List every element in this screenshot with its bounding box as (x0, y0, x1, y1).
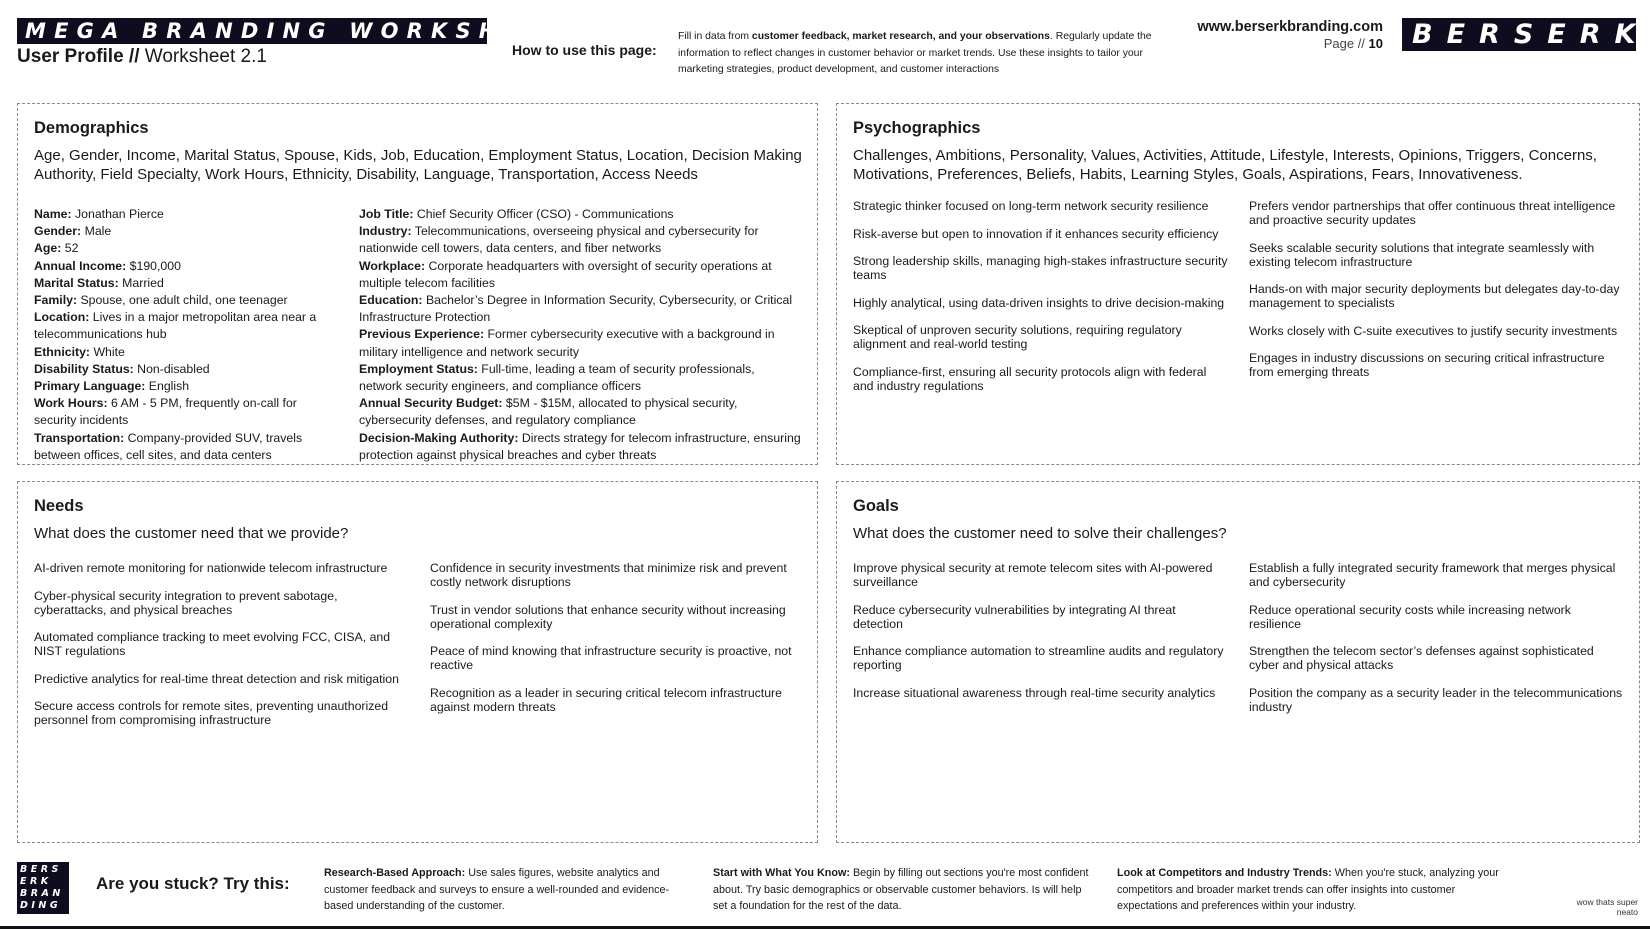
page-indicator (1324, 36, 1383, 51)
list-item: Peace of mind knowing that infrastructure security is proactive, not reactive (430, 644, 792, 672)
list-item: Increase situational awareness through real-time security analytics (853, 685, 1216, 700)
field-label: Annual Income: (34, 258, 127, 273)
field-label: Marital Status: (34, 275, 119, 290)
website-link[interactable]: www.berserkbranding.com (1197, 19, 1383, 35)
profile-field (359, 206, 801, 223)
list-item: Predictive analytics for real-time threat detection and risk mitigation (34, 671, 399, 686)
list-item: Confidence in security investments that minimize risk and prevent costly network disruptions (430, 561, 787, 589)
tip-label: Start with What You Know: (713, 867, 850, 879)
demographics-title: Demographics (34, 119, 149, 137)
tip-text: Use sales figures, website analytics and customer feedback and surveys to ensure a well-rounded and evidence-based understanding of the customer. (324, 867, 670, 912)
field-label: Transportation: (34, 430, 125, 445)
list-item: Enhance compliance automation to streamline audits and regulatory reporting (853, 644, 1224, 672)
field-value: Male (81, 224, 112, 239)
profile-field (359, 292, 801, 326)
howto-post: . Regularly update the information to reflect changes in customer behavior or market trends. Use these insights to tailor your marketing strategies, product development, and customer interactions (678, 31, 1152, 75)
list-item: Compliance-first, ensuring all security protocols align with federal and industry regulations (853, 364, 1207, 393)
list-item: Strategic thinker focused on long-term network security resilience (853, 199, 1209, 213)
page-label: Page // (1323, 36, 1369, 51)
profile-field (34, 275, 339, 292)
list-item: Skeptical of unproven security solutions, requiring regulatory alignment and real-world testing (853, 323, 1182, 351)
list-item: Prefers vendor partnerships that offer continuous threat intelligence and proactive security updates (1249, 199, 1616, 227)
list-item: Reduce cybersecurity vulnerabilities by integrating AI threat detection (853, 602, 1176, 631)
psychographics-description: Challenges, Ambitions, Personality, Values, Activities, Attitude, Lifestyle, Interests, Opinions, Triggers, Concerns, Motivations, Preferences, Beliefs, Habits, Learning Styles, Goals, Aspirations, Fears, Innovativeness. (853, 147, 1597, 183)
field-label: Family: (34, 293, 78, 308)
psychographics-title: Psychographics (853, 119, 981, 137)
subtitle-rest: Worksheet 2.1 (139, 46, 267, 67)
footer-note: wow thats super neato (1576, 897, 1638, 917)
field-value: Corporate headquarters with oversight of security operations at multiple telecom facilities (359, 258, 772, 290)
profile-field (34, 309, 339, 343)
demographics-left-column (34, 206, 339, 464)
list-item: Engages in industry discussions on securing critical infrastructure from emerging threats (1249, 351, 1605, 379)
logo-line: ERK (20, 876, 52, 887)
list-item: Recognition as a leader in securing critical telecom infrastructure against modern threats (430, 685, 782, 714)
list-item: Trust in vendor solutions that enhance security without increasing operational complexity (430, 602, 786, 631)
field-label: Ethnicity: (34, 344, 91, 359)
list-item: Highly analytical, using data-driven insights to drive decision-making (853, 295, 1225, 310)
logo-line: BERS (20, 864, 62, 875)
tip-start (713, 865, 1093, 915)
profile-field (34, 240, 339, 257)
field-value: $190,000 (126, 258, 181, 273)
tip-text: Begin by filling out sections you're most confident about. Try basic demographics or observable customer behaviors. Is will help set a foundation for the rest of the data. (713, 867, 1089, 912)
field-label: Previous Experience: (359, 327, 485, 342)
list-item: Hands-on with major security deployments but delegates day-to-day management to specialists (1249, 282, 1620, 310)
psychographics-panel (836, 103, 1640, 465)
needs-panel (17, 481, 818, 843)
goals-title: Goals (853, 497, 899, 515)
goals-left-list (853, 561, 1228, 713)
field-label: Location: (34, 310, 90, 325)
list-item: Strengthen the telecom sector’s defenses against sophisticated cyber and physical attacks (1249, 644, 1594, 672)
brand-logo: BERSERK (1402, 18, 1636, 51)
field-label: Annual Security Budget: (359, 396, 503, 411)
tip-label: Look at Competitors and Industry Trends: (1117, 867, 1332, 879)
field-label: Job Title: (359, 207, 414, 221)
profile-field (359, 258, 801, 292)
list-item: Automated compliance tracking to meet evolving FCC, CISA, and NIST regulations (34, 630, 391, 658)
list-item: Seeks scalable security solutions that integrate seamlessly with existing telecom infrastructure (1249, 240, 1595, 269)
howto-pre: Fill in data from (678, 31, 752, 42)
demographics-description: Age, Gender, Income, Marital Status, Spouse, Kids, Job, Education, Employment Status, Location, Decision Making Authority, Field Specialty, Work Hours, Ethnicity, Disability, Language, Transportation, Access Needs (34, 147, 802, 183)
profile-field (34, 223, 339, 240)
profile-field (34, 395, 339, 429)
field-value: Married (118, 275, 164, 290)
profile-field (34, 206, 339, 223)
list-item: Risk-averse but open to innovation if it enhances security efficiency (853, 226, 1219, 241)
field-label: Gender: (34, 224, 82, 239)
list-item: Secure access controls for remote sites, preventing unauthorized personnel from compromising infrastructure (34, 699, 389, 727)
profile-field (34, 361, 339, 378)
list-item: Cyber-physical security integration to prevent sabotage, cyberattacks, and physical breaches (34, 588, 338, 617)
field-value: Non-disabled (133, 361, 210, 376)
profile-field (359, 223, 801, 257)
goals-panel (836, 481, 1640, 843)
list-item: Position the company as a security leader in the telecommunications industry (1249, 685, 1623, 714)
footer-logo (17, 862, 69, 914)
tip-research (324, 865, 694, 915)
goals-question: What does the customer need to solve their challenges? (853, 525, 1227, 542)
tip-label: Research-Based Approach: (324, 867, 466, 879)
stuck-heading: Are you stuck? Try this: (96, 874, 290, 893)
field-value: Full-time, leading a team of security professionals, network security engineers, and compliance officers (359, 361, 755, 394)
psychographics-right-list (1249, 199, 1624, 393)
needs-title: Needs (34, 497, 84, 515)
logo-line: BRAN (20, 888, 64, 899)
field-value: Jonathan Pierce (71, 207, 164, 221)
list-item: Improve physical security at remote telecom sites with AI-powered surveillance (853, 561, 1213, 589)
logo-line: DING (20, 900, 62, 911)
field-value: Directs strategy for telecom infrastructure, ensuring protection against physical breaches and cyber threats (359, 430, 801, 462)
list-item: AI-driven remote monitoring for nationwide telecom infrastructure (34, 561, 388, 575)
profile-field (34, 258, 339, 275)
howto-bold: customer feedback, market research, and your observations (751, 31, 1050, 42)
profile-field (34, 430, 339, 464)
subtitle-bold: User Profile // (17, 46, 140, 67)
profile-field (34, 292, 339, 309)
list-item: Works closely with C-suite executives to justify security investments (1249, 323, 1618, 338)
field-value: English (145, 379, 190, 394)
workshop-title: MEGA BRANDING WORKSHOP (17, 18, 487, 44)
field-label: Decision-Making Authority: (359, 430, 519, 445)
howto-text (678, 29, 1178, 79)
field-label: Disability Status: (34, 361, 134, 376)
field-label: Age: (34, 241, 62, 256)
field-label: Primary Language: (34, 379, 146, 394)
needs-left-list (34, 561, 409, 741)
tip-text: When you're stuck, analyzing your competitors and broader market trends can offer insights into customer expectations and preferences within your industry. (1117, 867, 1499, 912)
field-value: Company-provided SUV, travels between offices, cell sites, and data centers (34, 430, 303, 462)
field-label: Work Hours: (34, 396, 108, 411)
field-label: Workplace: (359, 258, 426, 273)
profile-field (359, 395, 801, 429)
list-item: Strong leadership skills, managing high-stakes infrastructure security teams (853, 254, 1228, 282)
list-item: Reduce operational security costs while increasing network resilience (1249, 602, 1571, 631)
field-value: Bachelor’s Degree in Information Security, Cybersecurity, or Critical Infrastructure Protection (359, 293, 793, 325)
needs-right-list (430, 561, 805, 727)
field-label: Industry: (359, 224, 412, 239)
page-number: 10 (1368, 36, 1383, 51)
psychographics-left-list (853, 199, 1228, 406)
field-value: Chief Security Officer (CSO) - Communications (413, 207, 674, 221)
field-value: Telecommunications, overseeing physical and cybersecurity for nationwide cell towers, data centers, and fiber networks (359, 224, 759, 256)
howto-label: How to use this page: (512, 42, 657, 58)
tip-competitors (1117, 865, 1507, 915)
field-label: Name: (34, 207, 72, 221)
field-value: White (90, 344, 125, 359)
list-item: Establish a fully integrated security framework that merges physical and cybersecurity (1249, 561, 1616, 589)
field-value: 52 (61, 241, 79, 256)
field-value: Spouse, one adult child, one teenager (77, 293, 288, 308)
profile-field (359, 361, 801, 395)
field-value: 6 AM - 5 PM, frequently on-call for security incidents (34, 396, 297, 428)
field-value: Former cybersecurity executive with a background in military intelligence and network security (359, 327, 775, 359)
demographics-panel (17, 103, 818, 465)
worksheet-subtitle (17, 46, 267, 68)
field-value: Lives in a major metropolitan area near a telecommunications hub (34, 310, 317, 342)
goals-right-list (1249, 561, 1624, 727)
profile-field (34, 344, 339, 361)
field-value: $5M - $15M, allocated to physical security, cybersecurity defenses, and regulatory compliance (359, 396, 738, 428)
profile-field (359, 430, 801, 464)
demographics-right-column (359, 206, 801, 464)
field-label: Employment Status: (359, 361, 478, 376)
profile-field (34, 378, 339, 395)
profile-field (359, 326, 801, 360)
field-label: Education: (359, 293, 423, 308)
needs-question: What does the customer need that we provide? (34, 525, 349, 542)
